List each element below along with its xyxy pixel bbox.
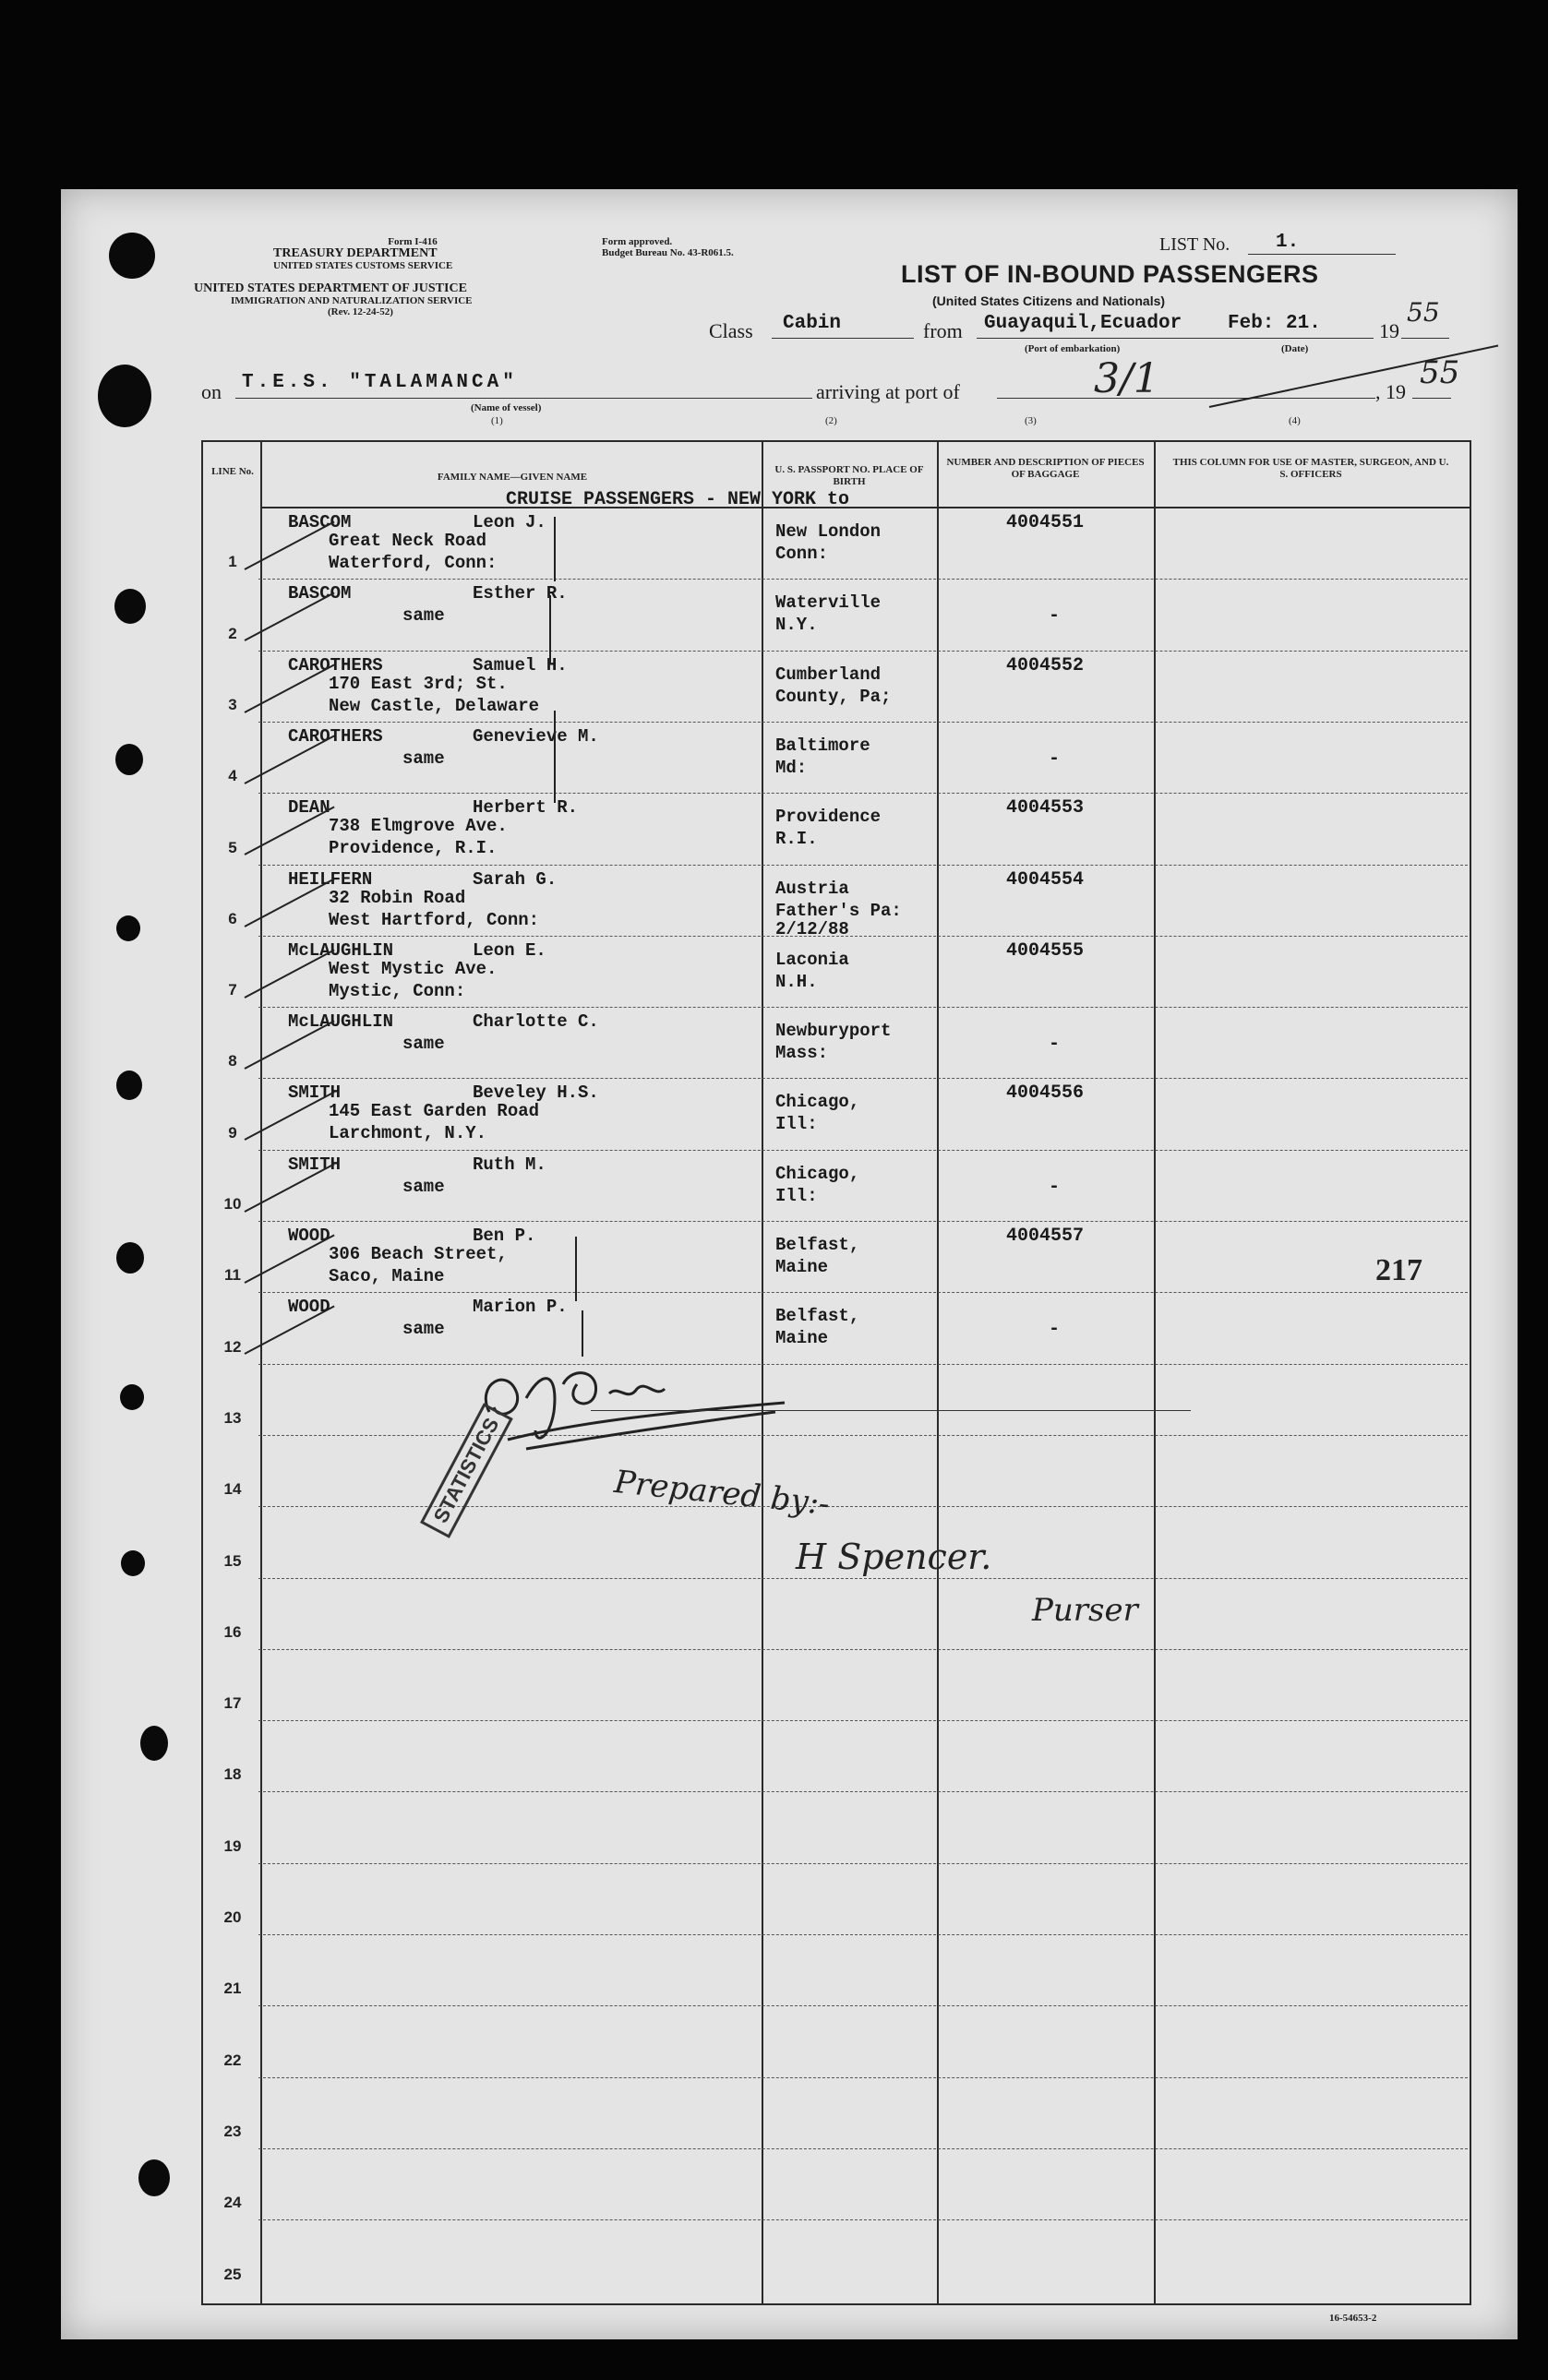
given-name: Sarah G. (473, 868, 558, 890)
page-subtitle: (United States Citizens and Nationals) (932, 293, 1166, 308)
vessel-caption: (Name of vessel) (471, 402, 542, 413)
birth-place-1: Cumberland (775, 664, 882, 685)
passenger-table (201, 440, 1471, 2305)
row-divider (258, 1364, 1468, 1365)
given-name: Leon E. (473, 939, 546, 961)
col-passport-header: U. S. PASSPORT NO. PLACE OF BIRTH (774, 464, 924, 487)
birth-place-1: Chicago, (775, 1163, 860, 1184)
baggage-number: - (1049, 1034, 1061, 1056)
family-name: WOOD (288, 1226, 330, 1246)
line-number: 3 (228, 695, 237, 713)
row-divider (258, 2148, 1468, 2149)
officer-note: 217 (1375, 1253, 1422, 1287)
line-number: 23 (223, 2122, 242, 2140)
birth-place-2: Maine (775, 1328, 829, 1349)
date-caption: (Date) (1281, 343, 1309, 354)
baggage-number: 4004556 (1006, 1082, 1085, 1105)
baggage-number: - (1049, 747, 1061, 770)
line-number: 24 (223, 2194, 242, 2212)
address-line-1: same (402, 1034, 445, 1055)
family-name: SMITH (288, 1154, 342, 1175)
row-divider (258, 2219, 1468, 2220)
preparer-title: Purser (1032, 1592, 1138, 1629)
caption-3: (3) (1025, 415, 1037, 426)
row-divider (258, 2005, 1468, 2006)
row-divider (258, 722, 1468, 723)
port-caption: (Port of embarkation) (1025, 343, 1121, 354)
birth-place-1: Waterville (775, 592, 882, 614)
line-number: 7 (228, 981, 237, 999)
address-line-1: same (402, 747, 445, 769)
year-value: 55 (1407, 297, 1440, 328)
birth-place-1: Belfast, (775, 1235, 860, 1255)
punch-hole (115, 744, 143, 775)
given-name: Esther R. (473, 583, 568, 604)
birth-place-1: New London (775, 521, 882, 542)
line-number: 13 (223, 1408, 242, 1427)
statistics-stamp: STATISTICS (420, 1403, 513, 1538)
address-line-1: same (402, 605, 445, 627)
list-no-label: LIST No. (1159, 234, 1230, 255)
family-name: CAROTHERS (288, 654, 383, 676)
given-name: Genevieve M. (473, 725, 599, 747)
line-number: 17 (223, 1694, 242, 1713)
punch-hole (140, 1726, 168, 1761)
line-number: 12 (223, 1337, 242, 1356)
ins-service: IMMIGRATION AND NATURALIZATION SERVICE (231, 295, 473, 306)
family-name: BASCOM (288, 512, 352, 532)
family-name: SMITH (288, 1082, 342, 1104)
address-line-1: same (402, 1319, 445, 1340)
given-name: Samuel H. (473, 654, 568, 676)
family-name: DEAN (288, 797, 330, 819)
line-number: 25 (223, 2265, 242, 2283)
punch-hole (109, 233, 155, 279)
footer-code: 16-54653-2 (1329, 2313, 1377, 2324)
list-no-value: 1. (1276, 232, 1300, 253)
baggage-number: 4004551 (1006, 512, 1085, 533)
birth-place-1: Providence (775, 807, 882, 828)
birth-place-1: Baltimore (775, 735, 870, 756)
line-number: 1 (228, 553, 237, 571)
birth-place-2: Conn: (775, 544, 829, 564)
preparer-name: H Spencer. (796, 1537, 992, 1577)
from-value: Guayaquil,Ecuador (984, 313, 1182, 334)
on-label: on (201, 380, 222, 403)
family-name: McLAUGHLIN (288, 1011, 394, 1033)
check-stroke (549, 595, 551, 664)
family-name: WOOD (288, 1297, 330, 1318)
address-line-1: Great Neck Road (329, 531, 487, 551)
punch-hole (121, 1550, 145, 1576)
justice-dept: UNITED STATES DEPARTMENT OF JUSTICE (194, 281, 467, 295)
birth-place-2: N.Y. (775, 615, 818, 636)
family-name: CAROTHERS (288, 725, 383, 747)
birth-place-2: Maine (775, 1257, 829, 1277)
baggage-number: - (1049, 1319, 1061, 1341)
given-name: Charlotte C. (473, 1011, 599, 1033)
given-name: Ben P. (473, 1226, 536, 1246)
address-line-1: 738 Elmgrove Ave. (329, 816, 508, 837)
baggage-number: 4004552 (1006, 654, 1085, 676)
row-divider (258, 1221, 1468, 1222)
given-name: Beveley H.S. (473, 1082, 599, 1104)
birth-place-2: Father's Pa: (775, 900, 902, 921)
line-number: 16 (223, 1622, 242, 1641)
given-name: Ruth M. (473, 1154, 546, 1175)
vessel-name: T.E.S. "TALAMANCA" (242, 372, 518, 393)
class-value: Cabin (783, 313, 842, 334)
punch-hole (120, 1384, 144, 1410)
row-divider (258, 1007, 1468, 1008)
form-revision: (Rev. 12-24-52) (328, 306, 393, 317)
birth-place-2: N.H. (775, 971, 818, 992)
baggage-number: 4004557 (1006, 1226, 1085, 1247)
line-number: 18 (223, 1765, 242, 1784)
signature (471, 1347, 803, 1458)
punch-hole (116, 1242, 144, 1274)
col-officers-header: THIS COLUMN FOR USE OF MASTER, SURGEON, AND U. S. OFFICERS (1172, 457, 1449, 480)
punch-hole (98, 365, 151, 427)
address-line-2: West Hartford, Conn: (329, 909, 540, 930)
line-number: 22 (223, 2051, 242, 2069)
row-divider (258, 1863, 1468, 1864)
line-number: 10 (223, 1195, 242, 1213)
birth-place-3: 2/12/88 (775, 918, 849, 939)
punch-hole (114, 589, 146, 624)
line-number: 21 (223, 1979, 242, 1998)
line-number: 9 (228, 1123, 237, 1142)
address-line-1: 170 East 3rd; St. (329, 673, 508, 694)
birth-place-1: Chicago, (775, 1092, 860, 1113)
year2-value: 55 (1420, 354, 1460, 391)
row-divider (258, 936, 1468, 937)
line-number: 2 (228, 624, 237, 642)
row-divider (258, 651, 1468, 652)
row-divider (258, 1578, 1468, 1579)
baggage-number: 4004555 (1006, 939, 1085, 962)
line-number: 14 (223, 1480, 242, 1499)
baggage-number: - (1049, 605, 1061, 628)
row-divider (258, 1720, 1468, 1721)
prepared-by: Prepared by:- (612, 1463, 832, 1524)
family-name: BASCOM (288, 583, 352, 604)
address-line-2: Waterford, Conn: (329, 553, 498, 573)
line-number: 20 (223, 1908, 242, 1926)
given-name: Leon J. (473, 512, 546, 532)
birth-place-2: R.I. (775, 829, 818, 850)
caption-2: (2) (825, 415, 837, 426)
line-number: 15 (223, 1551, 242, 1570)
year2-prefix: , 19 (1375, 380, 1406, 403)
row-divider (258, 1292, 1468, 1293)
row-divider (258, 1435, 1468, 1436)
address-line-1: 306 Beach Street, (329, 1244, 508, 1264)
col-name-header: FAMILY NAME—GIVEN NAME (437, 472, 588, 483)
row-divider (258, 865, 1468, 866)
caption-1: (1) (491, 415, 503, 426)
arrival-date: 3/1 (1094, 355, 1159, 402)
check-stroke (554, 517, 556, 581)
caption-4: (4) (1289, 415, 1301, 426)
row-divider (258, 1791, 1468, 1792)
row-divider (258, 2077, 1468, 2078)
birth-place-2: Md: (775, 757, 808, 778)
year-prefix: 19 (1379, 319, 1399, 342)
row-divider (258, 1078, 1468, 1079)
budget-bureau: Budget Bureau No. 43-R061.5. (602, 247, 734, 258)
check-stroke (575, 1237, 577, 1301)
line-number: 8 (228, 1052, 237, 1070)
address-line-2: Saco, Maine (329, 1266, 445, 1286)
col-line-header: LINE No. (211, 466, 254, 477)
treasury-dept: TREASURY DEPARTMENT (273, 246, 438, 260)
birth-place-2: Ill: (775, 1185, 818, 1206)
birth-place-2: Mass: (775, 1043, 829, 1064)
address-line-1: West Mystic Ave. (329, 958, 498, 979)
address-line-1: same (402, 1176, 445, 1197)
line-number: 11 (224, 1266, 241, 1285)
arriving-label: arriving at port of (816, 380, 960, 403)
col-baggage-header: NUMBER AND DESCRIPTION OF PIECES OF BAGGAGE (946, 457, 1145, 480)
birth-place-1: Belfast, (775, 1306, 860, 1327)
address-line-2: New Castle, Delaware (329, 695, 540, 716)
line-number: 5 (228, 838, 237, 856)
address-line-1: 32 Robin Road (329, 887, 466, 908)
customs-service: UNITED STATES CUSTOMS SERVICE (273, 260, 453, 271)
baggage-number: - (1049, 1176, 1061, 1198)
row-divider (258, 1649, 1468, 1650)
check-stroke (554, 711, 556, 803)
birth-place-2: Ill: (775, 1114, 818, 1135)
birth-place-1: Austria (775, 878, 849, 899)
birth-place-1: Laconia (775, 949, 849, 970)
from-label: from (923, 319, 963, 342)
baggage-number: 4004554 (1006, 868, 1085, 891)
address-line-1: 145 East Garden Road (329, 1101, 540, 1122)
row-divider (258, 793, 1468, 794)
line-number: 6 (228, 909, 237, 927)
given-name: Herbert R. (473, 797, 579, 819)
form-approved: Form approved. (602, 236, 673, 247)
family-name: HEILFERN (288, 868, 373, 890)
baggage-number: 4004553 (1006, 797, 1085, 819)
date-value: Feb: 21. (1228, 313, 1321, 334)
form-number: Form I-416 (388, 236, 438, 247)
birth-place-1: Newburyport (775, 1021, 892, 1042)
address-line-2: Mystic, Conn: (329, 980, 466, 1001)
cruise-header: CRUISE PASSENGERS - NEW YORK to (506, 489, 850, 510)
punch-hole (116, 1070, 142, 1100)
class-label: Class (709, 319, 753, 342)
page-title: LIST OF IN-BOUND PASSENGERS (901, 260, 1319, 288)
punch-hole (138, 2159, 170, 2196)
address-line-2: Providence, R.I. (329, 838, 498, 859)
punch-hole (116, 915, 140, 941)
birth-place-2: County, Pa; (775, 686, 892, 707)
line-number: 4 (228, 767, 237, 785)
family-name: McLAUGHLIN (288, 939, 394, 961)
row-divider (258, 579, 1468, 580)
line-number: 19 (223, 1836, 242, 1855)
row-divider (258, 1150, 1468, 1151)
address-line-2: Larchmont, N.Y. (329, 1123, 487, 1144)
row-divider (258, 1934, 1468, 1935)
given-name: Marion P. (473, 1297, 568, 1318)
